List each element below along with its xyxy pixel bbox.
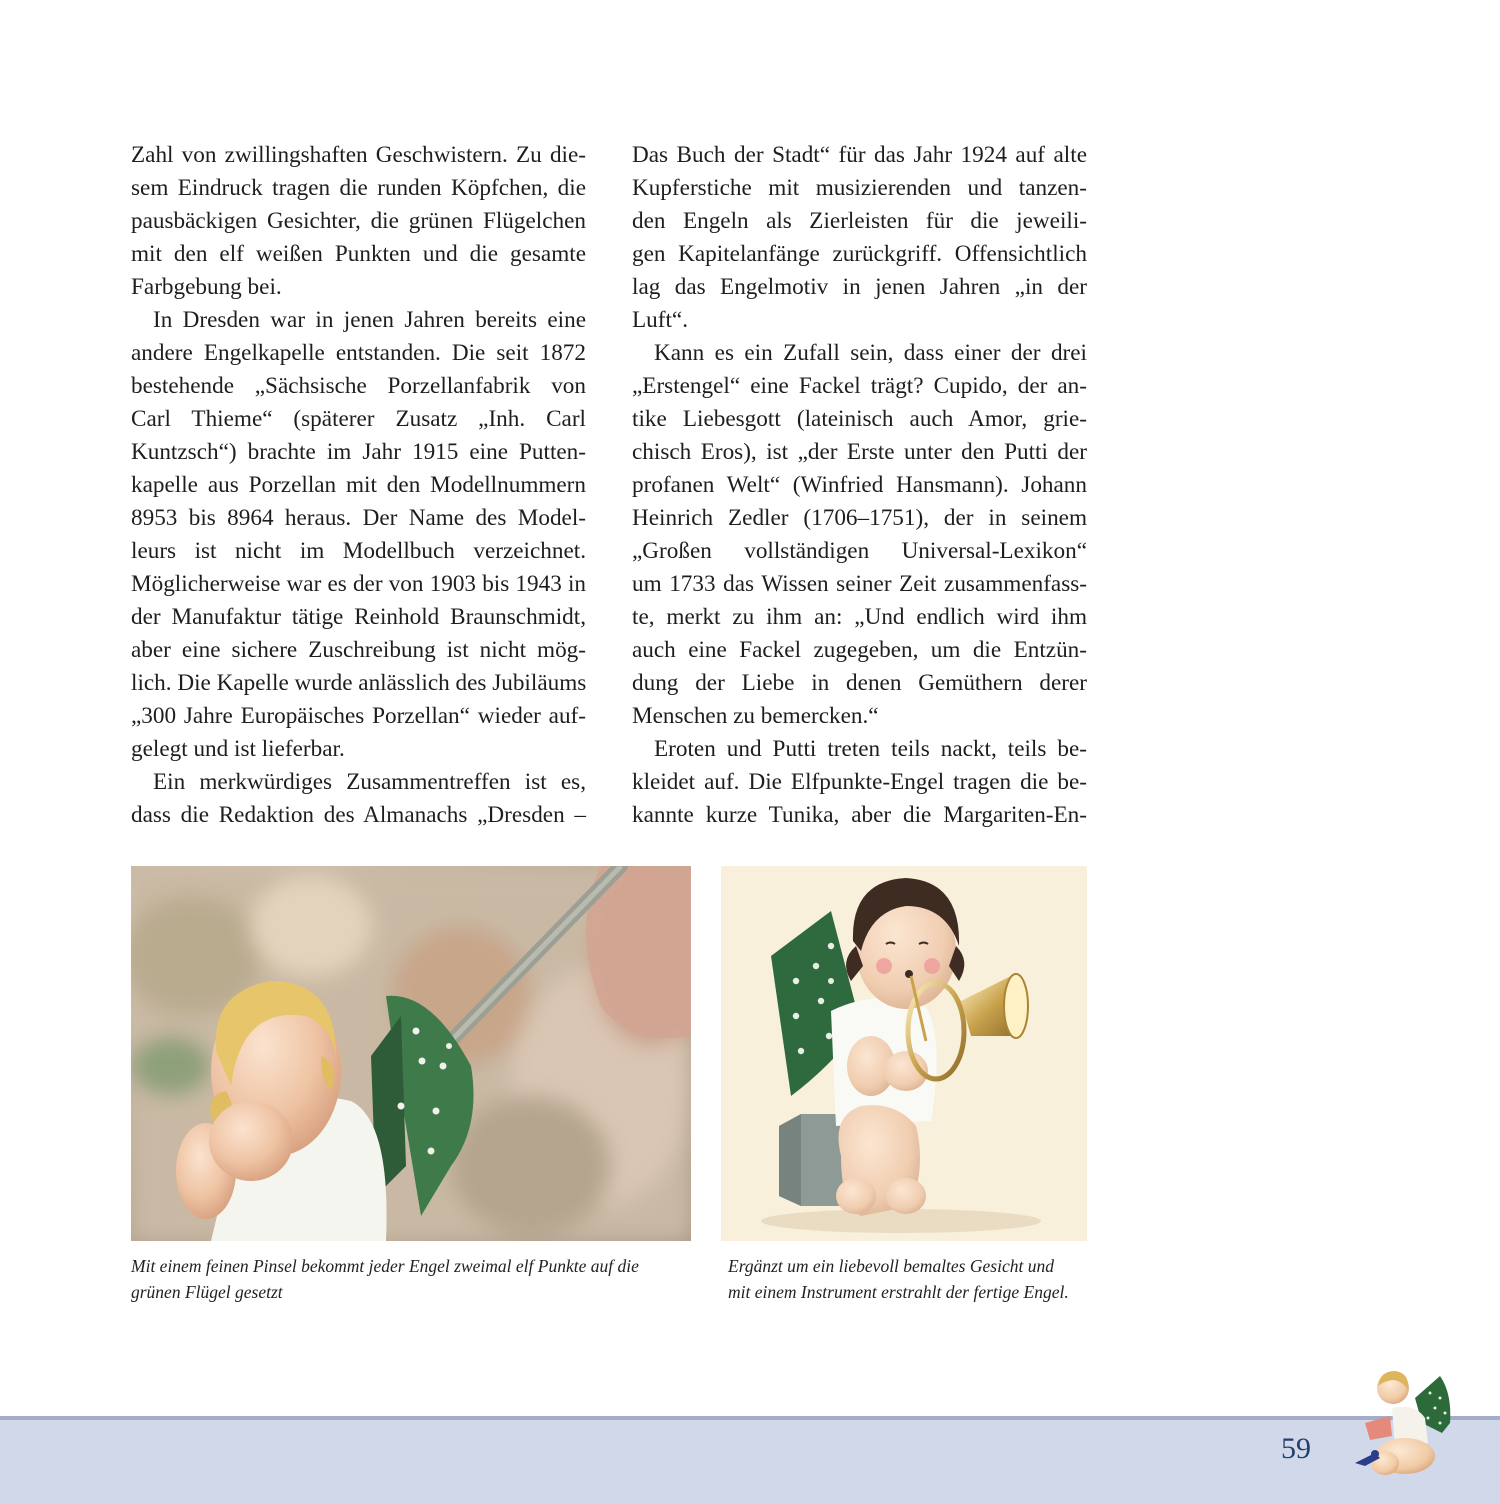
text-line: chisch Eros), ist „der Erste unter den Putti der [632,439,1087,465]
text-line: bestehende „Sächsische Porzellanfabrik von [131,373,586,399]
text-line: dung der Liebe in denen Gemüthern derer [632,670,1087,696]
text-line: Das Buch der Stadt“ für das Jahr 1924 auf alte [632,142,1087,168]
text-line: gen Kapitelanfänge zurückgriff. Offensichtlich [632,241,1087,267]
text-line: 8953 bis 8964 heraus. Der Name des Model- [131,505,586,531]
text-line: In Dresden war in jenen Jahren bereits eine [153,307,586,333]
angel-horn-illustration [721,866,1087,1241]
text-line: „Großen vollständigen Universal-Lexikon“ [632,538,1087,564]
reading-angel-icon [1330,1368,1460,1483]
text-line: um 1733 das Wissen seiner Zeit zusammenfass- [632,571,1087,597]
text-line: Zahl von zwillingshaften Geschwistern. Zu die- [131,142,586,168]
page-number: 59 [1281,1432,1311,1465]
text-line: Kupferstiche mit musizierenden und tanzen- [632,175,1087,201]
text-line: „Erstengel“ eine Fackel trägt? Cupido, der an- [632,373,1087,399]
text-line: Luft“. [632,307,689,333]
caption-line: Mit einem feinen Pinsel bekommt jeder Engel zweimal elf Punkte auf die [131,1256,639,1276]
text-line: gelegt und ist lieferbar. [131,736,345,762]
text-line: „300 Jahre Europäisches Porzellan“ wieder auf- [131,703,586,729]
text-line: Menschen zu bemercken.“ [632,703,879,729]
text-line: auch eine Fackel zugegeben, um die Entzün- [632,637,1087,663]
text-line: Eroten und Putti treten teils nackt, teils be- [654,736,1087,762]
caption-line: Ergänzt um ein liebevoll bemaltes Gesicht und [728,1256,1054,1276]
text-line: pausbäckigen Gesichter, die grünen Flügelchen [131,208,586,234]
text-line: kannte kurze Tunika, aber die Margariten-En- [632,802,1087,828]
text-line: lich. Die Kapelle wurde anlässlich des Jubiläums [131,670,587,696]
figure-caption-left [131,1253,696,1305]
text-line: der Manufaktur tätige Reinhold Braunschmidt, [131,604,586,630]
text-line: kapelle aus Porzellan mit den Modellnummern [131,472,586,498]
footer-band [0,1416,1500,1504]
text-line: kleidet auf. Die Elfpunkte-Engel tragen die be- [632,769,1087,795]
text-column-right [632,139,1087,832]
figure-caption-right [728,1253,1090,1305]
text-line: dass die Redaktion des Almanachs „Dresden – [131,802,586,828]
text-line: Farbgebung bei. [131,274,282,300]
text-line: leurs ist nicht im Modellbuch verzeichnet. [131,538,586,564]
text-line: profanen Welt“ (Winfried Hansmann). Johann [632,472,1087,498]
caption-line: mit einem Instrument erstrahlt der fertige Engel. [728,1282,1069,1302]
caption-line: grünen Flügel gesetzt [131,1282,283,1302]
text-line: tike Liebesgott (lateinisch auch Amor, grie- [632,406,1087,432]
text-line: mit den elf weißen Punkten und die gesamte [131,241,586,267]
text-line: Kuntzsch“) brachte im Jahr 1915 eine Putten- [131,439,586,465]
text-column-left [131,139,586,832]
text-line: sem Eindruck tragen die runden Köpfchen, die [131,175,586,201]
angel-painting-illustration [131,866,691,1241]
text-line: te, merkt zu ihm an: „Und endlich wird ihm [632,604,1087,630]
photo-angel-wing-painting [131,866,691,1241]
text-line: Heinrich Zedler (1706–1751), der in seinem [632,505,1087,531]
text-line: andere Engelkapelle entstanden. Die seit 1872 [131,340,586,366]
text-line: lag das Engelmotiv in jenen Jahren „in der [632,274,1087,300]
text-line: aber eine sichere Zuschreibung ist nicht mög- [131,637,586,663]
text-line: den Engeln als Zierleisten für die jeweili- [632,208,1087,234]
text-line: Carl Thieme“ (späterer Zusatz „Inh. Carl [131,406,586,432]
text-line: Möglicherweise war es der von 1903 bis 1943 in [131,571,586,597]
text-line: Kann es ein Zufall sein, dass einer der drei [654,340,1087,366]
text-line: Ein merkwürdiges Zusammentreffen ist es, [153,769,586,795]
photo-angel-with-horn [721,866,1087,1241]
